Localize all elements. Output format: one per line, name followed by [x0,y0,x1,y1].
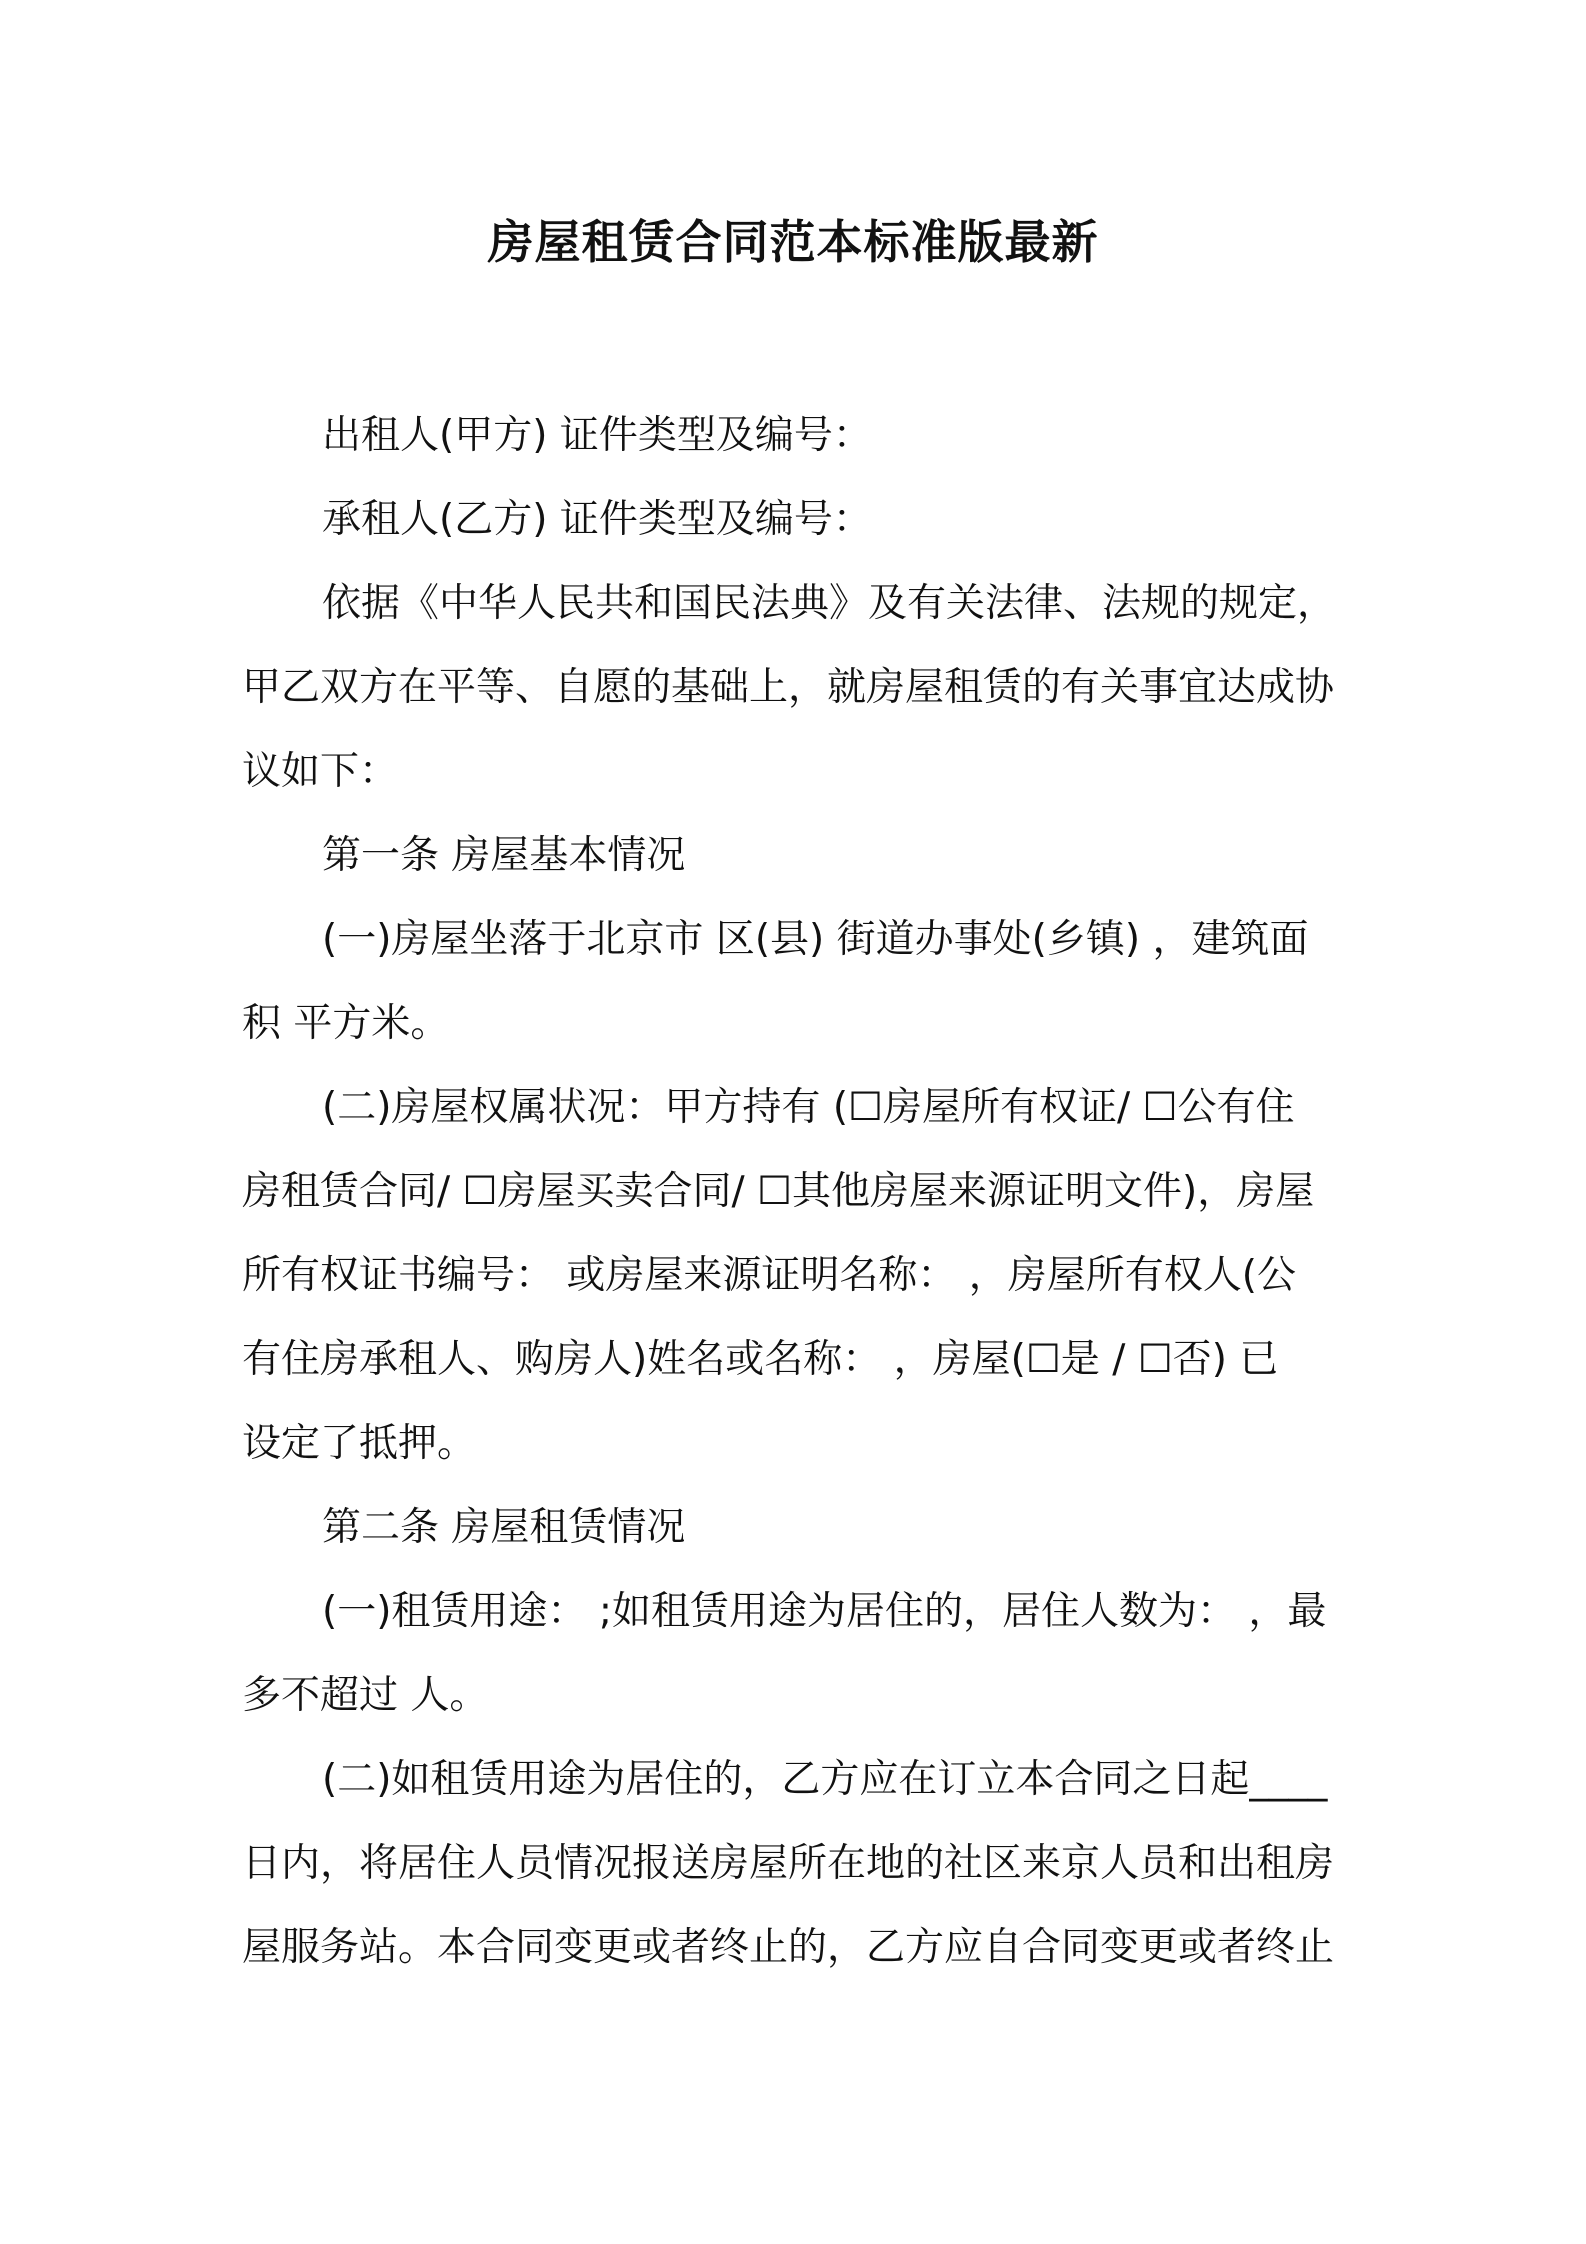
article-1-clause-1-line-1: (一)房屋坐落于北京市 区(县) 街道办事处(乡镇) ，建筑面 [322,917,1309,962]
article-2-heading: 第二条 房屋租赁情况 [322,1505,686,1550]
preamble-line-2: 甲乙双方在平等、自愿的基础上，就房屋租赁的有关事宜达成协 [242,665,1335,710]
article-1-clause-2-line-1: (二)房屋权属状况：甲方持有 (☐房屋所有权证/ ☐公有住 [322,1085,1295,1130]
lessor-line: 出租人(甲方) 证件类型及编号： [322,413,872,458]
article-1-clause-1-line-2: 积 平方米。 [242,1001,450,1046]
article-1-clause-2-line-5: 设定了抵押。 [242,1421,477,1466]
preamble-line-1: 依据《中华人民共和国民法典》及有关法律、法规的规定， [322,581,1337,626]
article-1-clause-2-line-3: 所有权证书编号： 或房屋来源证明名称： ，房屋所有权人(公 [242,1253,1297,1298]
preamble-line-3: 议如下： [242,749,399,794]
article-1-clause-2-line-2: 房租赁合同/ ☐房屋买卖合同/ ☐其他房屋来源证明文件)，房屋 [242,1169,1315,1214]
article-2-clause-2-line-1: (二)如租赁用途为居住的，乙方应在订立本合同之日起____ [322,1757,1328,1802]
article-1-clause-2-line-4: 有住房承租人、购房人)姓名或名称： ，房屋(☐是 / ☐否) 已 [242,1337,1279,1382]
article-1-heading: 第一条 房屋基本情况 [322,833,686,878]
article-2-clause-2-line-3: 屋服务站。本合同变更或者终止的，乙方应自合同变更或者终止 [242,1925,1335,1970]
document-title: 房屋租赁合同范本标准版最新 [487,215,1099,269]
article-2-clause-2-line-2: 日内，将居住人员情况报送房屋所在地的社区来京人员和出租房 [242,1841,1335,1886]
article-2-clause-1-line-1: (一)租赁用途： ;如租赁用途为居住的，居住人数为： ，最 [322,1589,1327,1634]
lessee-line: 承租人(乙方) 证件类型及编号： [322,497,872,542]
article-2-clause-1-line-2: 多不超过 人。 [242,1673,489,1718]
